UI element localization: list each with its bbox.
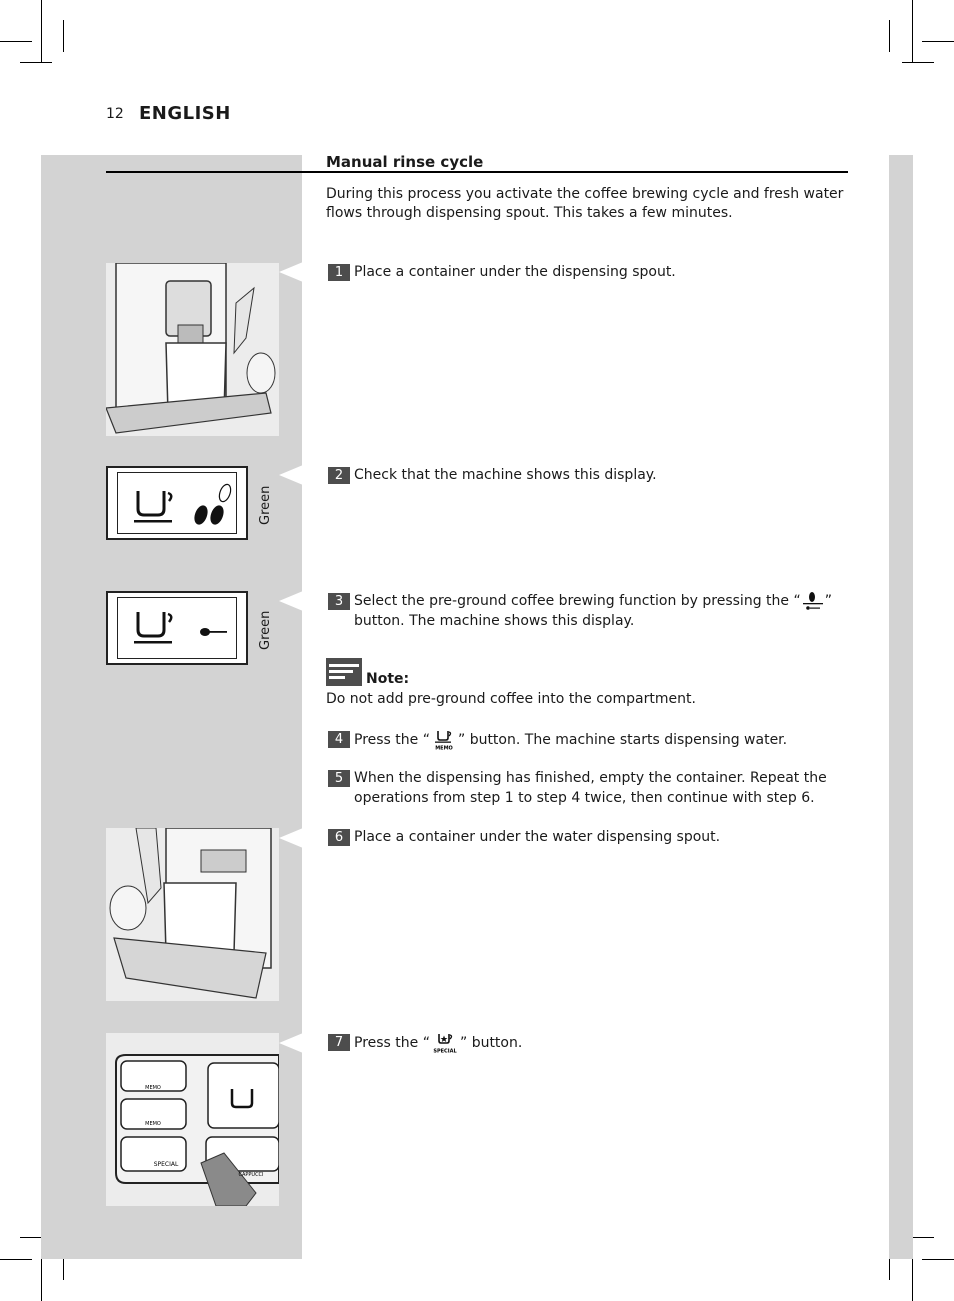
note-icon bbox=[326, 658, 362, 686]
step-2 bbox=[328, 465, 848, 485]
step-number: 7 bbox=[328, 1034, 350, 1051]
section-intro: During this process you activate the coffee brewing cycle and fresh water flows through dispensing spout. This takes a few minutes. bbox=[326, 186, 844, 221]
panel-btn-memo-2: MEMO bbox=[145, 1121, 161, 1127]
step-1 bbox=[328, 262, 848, 282]
display-screen bbox=[117, 472, 237, 534]
step-text bbox=[354, 1032, 848, 1054]
step-text-part: Press the “ bbox=[354, 732, 430, 748]
figure-pointer bbox=[279, 262, 303, 282]
crop-mark bbox=[0, 41, 32, 42]
step-text: Place a container under the dispensing spout. bbox=[354, 264, 676, 280]
step-3 bbox=[328, 591, 848, 631]
control-panel-illustration bbox=[106, 1033, 279, 1206]
title-rule bbox=[106, 171, 848, 173]
step-number: 6 bbox=[328, 829, 350, 846]
note-label: Note: bbox=[366, 671, 410, 687]
figure-pointer bbox=[279, 1033, 303, 1053]
step-text: Place a container under the water dispensing spout. bbox=[354, 829, 721, 845]
crop-mark bbox=[922, 1259, 954, 1260]
step-text: Check that the machine shows this display. bbox=[354, 467, 657, 483]
step-text bbox=[354, 729, 848, 751]
page-number: 12 bbox=[106, 106, 124, 122]
crop-mark bbox=[0, 1259, 32, 1260]
step-number: 4 bbox=[328, 731, 350, 748]
step-text-part: Press the “ bbox=[354, 1035, 430, 1051]
right-gray-band bbox=[889, 155, 913, 1259]
step-number: 3 bbox=[328, 593, 350, 610]
step-text bbox=[354, 591, 848, 631]
note-text: Do not add pre-ground coffee into the compartment. bbox=[326, 691, 696, 707]
figure-water-spout bbox=[106, 828, 279, 1001]
cup-and-beans-icon bbox=[118, 473, 240, 535]
panel-btn-memo-1: MEMO bbox=[145, 1085, 161, 1091]
step-number: 5 bbox=[328, 770, 350, 787]
display-color-label: Green bbox=[258, 610, 273, 650]
step-text-part: Select the pre-ground coffee brewing function by pressing the “ bbox=[354, 593, 801, 609]
crop-mark bbox=[20, 62, 52, 63]
step-text: When the dispensing has finished, empty the container. Repeat the operations from step 1 to step 4 twice, then continue with step 6. bbox=[354, 770, 827, 806]
icon-label: MEMO bbox=[435, 745, 453, 751]
figure-control-panel bbox=[106, 1033, 279, 1206]
step-4 bbox=[328, 729, 848, 751]
panel-btn-cappuccino: CAPPUCCI bbox=[238, 1172, 264, 1178]
step-text-part: ” button. The machine shows this display. bbox=[354, 593, 832, 629]
panel-btn-special: SPECIAL bbox=[153, 1161, 179, 1168]
memo-cup-button-icon bbox=[430, 729, 458, 751]
crop-mark bbox=[889, 20, 890, 52]
step-text-part: ” button. The machine starts dispensing water. bbox=[457, 732, 788, 748]
water-spout-illustration bbox=[106, 828, 279, 1001]
figure-pointer bbox=[279, 465, 303, 485]
special-button-icon bbox=[430, 1032, 460, 1054]
step-number: 2 bbox=[328, 467, 350, 484]
crop-mark bbox=[902, 62, 934, 63]
preground-coffee-button-icon bbox=[801, 591, 825, 611]
crop-mark bbox=[41, 0, 42, 62]
step-number: 1 bbox=[328, 264, 350, 281]
step-6 bbox=[328, 827, 848, 847]
figure-pointer bbox=[279, 591, 303, 611]
display-figure-step2 bbox=[106, 466, 248, 540]
figure-container-under-spout bbox=[106, 263, 279, 436]
step-7 bbox=[328, 1032, 848, 1054]
crop-mark bbox=[63, 20, 64, 52]
crop-mark bbox=[912, 0, 913, 62]
crop-mark bbox=[922, 41, 954, 42]
container-illustration bbox=[106, 263, 279, 436]
display-figure-step3 bbox=[106, 591, 248, 665]
display-screen bbox=[117, 597, 237, 659]
cup-and-scoop-icon bbox=[118, 598, 240, 660]
display-color-label: Green bbox=[258, 485, 273, 525]
section-title: Manual rinse cycle bbox=[326, 153, 484, 171]
step-5 bbox=[328, 768, 848, 808]
note-lines-icon bbox=[326, 658, 362, 686]
icon-label: SPECIAL bbox=[433, 1048, 457, 1054]
step-text-part: ” button. bbox=[459, 1035, 523, 1051]
figure-pointer bbox=[279, 828, 303, 848]
language-heading: ENGLISH bbox=[139, 103, 231, 124]
